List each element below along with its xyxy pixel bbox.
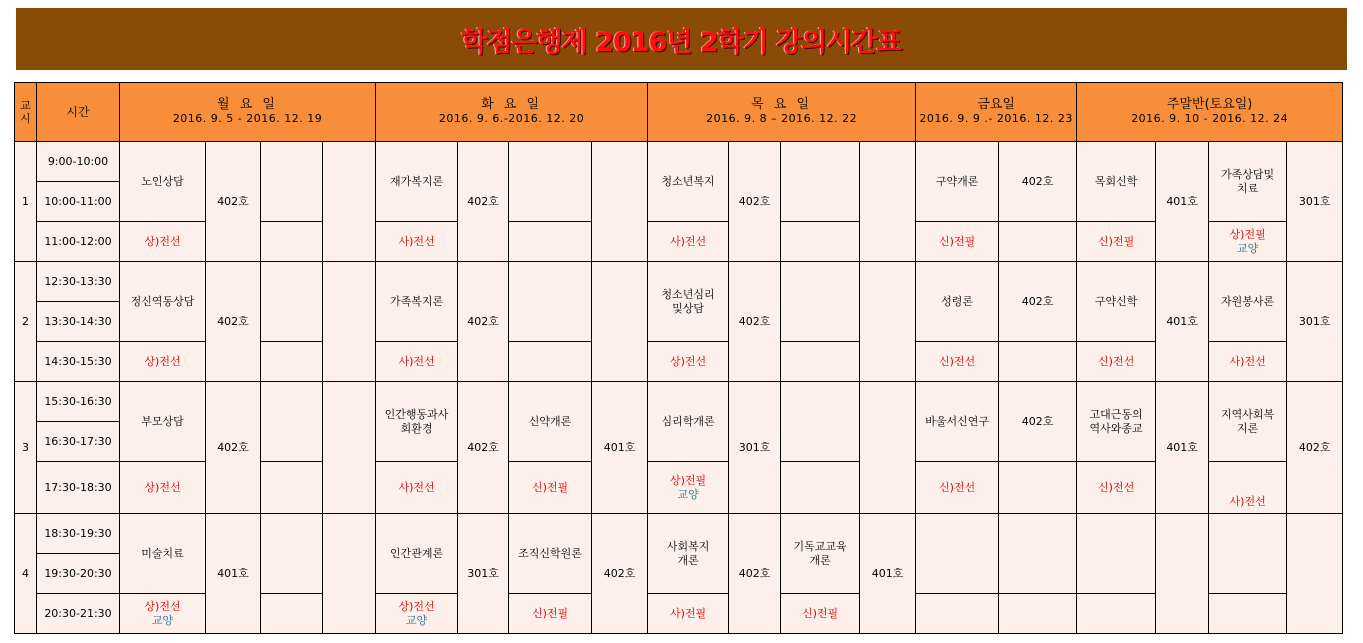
period-number: 4 <box>15 514 37 634</box>
empty-cell <box>323 262 376 382</box>
monday-range: 2016. 9. 5 - 2016. 12. 19 <box>172 112 323 125</box>
empty-cell <box>781 342 860 382</box>
room: 402호 <box>999 262 1077 342</box>
course-name: 재가복지론 <box>376 142 458 222</box>
course-tag <box>509 594 592 634</box>
empty-cell <box>860 142 916 262</box>
requirement-label: 사)전선 <box>670 234 707 248</box>
empty-cell <box>781 382 860 462</box>
header-period: 교시 <box>15 83 37 142</box>
time-slot: 12:30-13:30 <box>37 262 120 302</box>
saturday-range: 2016. 9. 10 - 2016. 12. 24 <box>1131 112 1289 125</box>
requirement-label: 신)전필 <box>939 234 976 248</box>
requirement-label: 신)전선 <box>1098 354 1135 368</box>
page-title: 학점은행제 2016년 2학기 강의시간표 <box>461 26 902 58</box>
header-row <box>15 83 1343 142</box>
room: 402호 <box>729 514 781 634</box>
empty-cell <box>323 514 376 634</box>
course-name: 바울서신연구 <box>916 382 999 462</box>
sub-label: 교양 <box>405 613 428 627</box>
empty-cell <box>999 222 1077 262</box>
empty-cell <box>509 142 592 222</box>
period-number: 1 <box>15 142 37 262</box>
empty-cell <box>1287 514 1343 634</box>
saturday-label: 주말반(토요일) <box>1166 97 1253 112</box>
header-monday <box>120 83 376 142</box>
time-slot: 11:00-12:00 <box>37 222 120 262</box>
sub-label: 교양 <box>151 613 174 627</box>
empty-cell <box>860 382 916 514</box>
course-name: 조직신학원론 <box>509 514 592 594</box>
header-time: 시간 <box>37 83 120 142</box>
requirement-label: 상)전필 <box>670 473 707 487</box>
empty-cell <box>999 594 1077 634</box>
sub-label: 교양 <box>1236 241 1259 255</box>
course-name: 인간관계론 <box>376 514 458 594</box>
requirement-label: 사)전선 <box>398 354 435 368</box>
monday-label: 월 요 일 <box>217 97 278 112</box>
room: 402호 <box>592 514 648 634</box>
course-tag <box>648 594 729 634</box>
empty-cell <box>781 142 860 222</box>
empty-cell <box>1077 594 1156 634</box>
thursday-range: 2016. 9. 8 – 2016. 12. 22 <box>706 112 858 125</box>
time-slot: 17:30-18:30 <box>37 462 120 514</box>
empty-cell <box>261 262 323 342</box>
course-name: 성령론 <box>916 262 999 342</box>
requirement-label: 신)전선 <box>1098 480 1135 494</box>
requirement-label: 신)전선 <box>939 354 976 368</box>
course-name: 가족복지론 <box>376 262 458 342</box>
room: 401호 <box>860 514 916 634</box>
course-name: 인간행동과사 회환경 <box>376 382 458 462</box>
requirement-label: 상)전선 <box>670 354 707 368</box>
empty-cell <box>781 262 860 342</box>
requirement-label: 상)전선 <box>144 480 181 494</box>
requirement-label: 사)전선 <box>1229 495 1266 508</box>
room: 402호 <box>458 142 509 262</box>
sub-label: 교양 <box>677 487 699 501</box>
empty-cell <box>860 262 916 382</box>
empty-cell <box>1156 514 1209 634</box>
time-slot: 18:30-19:30 <box>37 514 120 554</box>
room: 401호 <box>1156 262 1209 382</box>
course-tag <box>916 462 999 514</box>
empty-cell <box>916 514 999 594</box>
time-slot: 13:30-14:30 <box>37 302 120 342</box>
room: 301호 <box>1287 262 1343 382</box>
room: 402호 <box>458 262 509 382</box>
course-name: 고대근동의 역사와종교 <box>1077 382 1156 462</box>
empty-cell <box>592 142 648 262</box>
course-name: 청소년심리 및상담 <box>648 262 729 342</box>
course-tag <box>509 462 592 514</box>
table-row <box>15 142 1343 182</box>
room: 402호 <box>1287 382 1343 514</box>
requirement-label: 상)전선 <box>398 599 435 613</box>
title-banner <box>16 8 1347 70</box>
tuesday-label: 화 요 일 <box>481 97 543 112</box>
table-row <box>15 514 1343 554</box>
room: 402호 <box>206 382 261 514</box>
requirement-label: 신)전필 <box>802 606 839 620</box>
time-slot: 16:30-17:30 <box>37 422 120 462</box>
empty-cell <box>261 514 323 594</box>
room: 402호 <box>729 142 781 262</box>
course-name: 청소년복지 <box>648 142 729 222</box>
empty-cell <box>261 382 323 462</box>
room: 402호 <box>999 142 1077 222</box>
course-tag <box>648 462 729 514</box>
empty-cell <box>261 594 323 634</box>
tuesday-range: 2016. 9. 6.-2016. 12. 20 <box>438 112 585 125</box>
requirement-label: 사)전선 <box>398 234 435 248</box>
course-tag <box>1077 222 1156 262</box>
friday-range: 2016. 9. 9 .- 2016. 12. 23 <box>919 112 1073 125</box>
course-tag <box>1077 462 1156 514</box>
period-number: 2 <box>15 262 37 382</box>
room: 402호 <box>729 262 781 382</box>
room: 301호 <box>1287 142 1343 262</box>
empty-cell <box>323 142 376 262</box>
requirement-label: 사)전필 <box>670 606 707 620</box>
requirement-label: 신)전필 <box>531 606 569 620</box>
empty-cell <box>999 342 1077 382</box>
course-tag <box>781 594 860 634</box>
requirement-label: 사)전선 <box>398 480 435 494</box>
empty-cell <box>1209 594 1287 634</box>
room: 401호 <box>1156 382 1209 514</box>
time-slot: 10:00-11:00 <box>37 182 120 222</box>
requirement-label: 상)전필 <box>1229 227 1266 241</box>
empty-cell <box>261 462 323 514</box>
course-name: 목회신학 <box>1077 142 1156 222</box>
table-row <box>15 382 1343 422</box>
room: 402호 <box>206 262 261 382</box>
empty-cell <box>916 594 999 634</box>
empty-cell <box>509 342 592 382</box>
header-saturday <box>1077 83 1343 142</box>
course-name: 신약개론 <box>509 382 592 462</box>
room: 401호 <box>1156 142 1209 262</box>
empty-cell <box>509 262 592 342</box>
course-name: 지역사회복 지론 <box>1209 382 1287 462</box>
course-name: 구약개론 <box>916 142 999 222</box>
header-friday <box>916 83 1077 142</box>
course-name: 가족상담및 치료 <box>1209 142 1287 222</box>
requirement-label: 신)전필 <box>531 480 569 494</box>
room: 402호 <box>458 382 509 514</box>
course-name: 심리학개론 <box>648 382 729 462</box>
room: 401호 <box>206 514 261 634</box>
time-slot: 20:30-21:30 <box>37 594 120 634</box>
header-tuesday <box>376 83 648 142</box>
empty-cell <box>1077 514 1156 594</box>
course-tag <box>648 342 729 382</box>
empty-cell <box>999 462 1077 514</box>
room: 402호 <box>206 142 261 262</box>
course-tag <box>120 462 206 514</box>
time-slot: 19:30-20:30 <box>37 554 120 594</box>
time-slot: 9:00-10:00 <box>37 142 120 182</box>
empty-cell <box>999 514 1077 594</box>
course-tag <box>916 342 999 382</box>
room: 301호 <box>729 382 781 514</box>
requirement-label: 사)전선 <box>1229 354 1266 368</box>
course-name: 미술치료 <box>120 514 206 594</box>
friday-label: 금요일 <box>977 97 1015 112</box>
timetable <box>14 82 1343 634</box>
period-number: 3 <box>15 382 37 514</box>
course-name: 구약신학 <box>1077 262 1156 342</box>
requirement-label: 신)전필 <box>1098 234 1135 248</box>
course-tag <box>648 222 729 262</box>
empty-cell <box>261 222 323 262</box>
course-name: 노인상담 <box>120 142 206 222</box>
empty-cell <box>1209 514 1287 594</box>
empty-cell <box>261 342 323 382</box>
course-name: 사회복지 개론 <box>648 514 729 594</box>
course-tag <box>120 342 206 382</box>
course-name: 부모상담 <box>120 382 206 462</box>
time-slot: 15:30-16:30 <box>37 382 120 422</box>
requirement-label: 상)전선 <box>144 354 181 368</box>
empty-cell <box>592 262 648 382</box>
course-tag <box>376 594 458 634</box>
course-tag <box>376 462 458 514</box>
room: 402호 <box>999 382 1077 462</box>
thursday-label: 목 요 일 <box>751 97 813 112</box>
room: 401호 <box>592 382 648 514</box>
course-tag <box>120 594 206 634</box>
course-tag <box>120 222 206 262</box>
requirement-label: 신)전선 <box>939 480 976 494</box>
course-name: 기독교교육 개론 <box>781 514 860 594</box>
empty-cell <box>261 142 323 222</box>
course-tag <box>376 222 458 262</box>
course-tag <box>1077 342 1156 382</box>
course-name: 자원봉사론 <box>1209 262 1287 342</box>
empty-cell <box>323 382 376 514</box>
course-name: 정신역동상담 <box>120 262 206 342</box>
header-thursday <box>648 83 916 142</box>
empty-cell <box>781 222 860 262</box>
course-tag <box>916 222 999 262</box>
course-tag <box>1209 342 1287 382</box>
course-tag <box>1209 222 1287 262</box>
room: 301호 <box>458 514 509 634</box>
requirement-label: 상)전선 <box>144 234 181 248</box>
course-tag <box>376 342 458 382</box>
time-slot: 14:30-15:30 <box>37 342 120 382</box>
empty-cell <box>781 462 860 514</box>
table-row <box>15 262 1343 302</box>
empty-cell <box>509 222 592 262</box>
course-tag <box>1209 462 1287 514</box>
requirement-label: 상)전선 <box>144 599 181 613</box>
